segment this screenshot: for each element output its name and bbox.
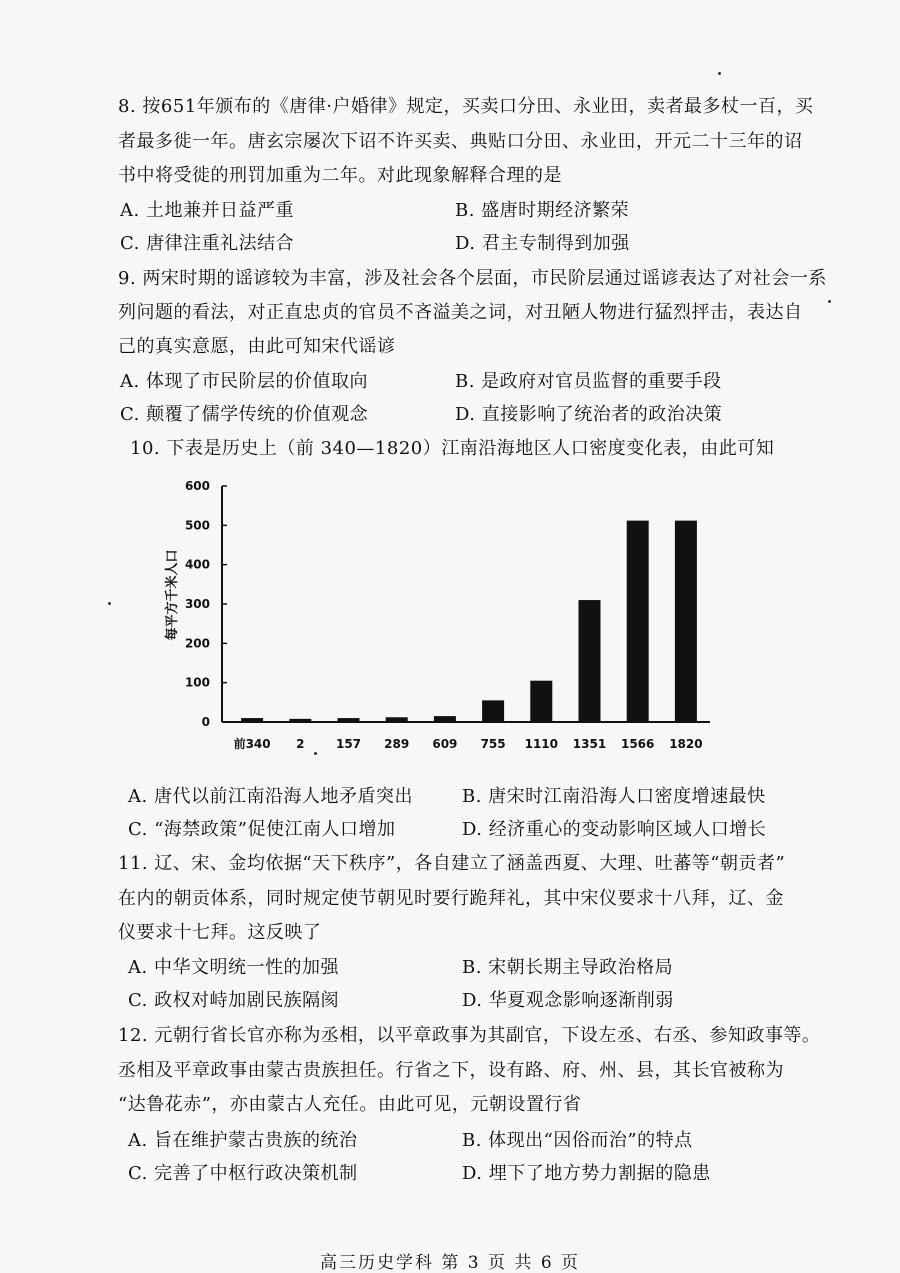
q12-option-a: A. 旨在维护蒙古贵族的统治 <box>128 1130 358 1151</box>
q9-option-a: A. 体现了市民阶层的价值取向 <box>120 371 368 392</box>
q11-line-1: 11. 辽、宋、金均依据“天下秩序”，各自建立了涵盖西夏、大理、吐蕃等“朝贡者” <box>118 853 786 874</box>
population-density-chart <box>150 470 730 770</box>
q8-option-b: B. 盛唐时期经济繁荣 <box>455 200 630 221</box>
q8-line-1: 8. 按651年颁布的《唐律·户婚律》规定，买卖口分田、永业田，卖者最多杖一百，买 <box>118 96 814 117</box>
bar <box>241 718 263 722</box>
y-tick-label: 400 <box>184 557 210 572</box>
q9-option-d: D. 直接影响了统治者的政治决策 <box>455 404 723 425</box>
x-tick-label: 1351 <box>572 737 607 751</box>
q8-line-3: 书中将受徙的刑罚加重为二年。对此现象解释合理的是 <box>118 165 562 186</box>
x-tick-label: 1820 <box>669 737 703 751</box>
q12-option-b: B. 体现出“因俗而治”的特点 <box>462 1130 693 1151</box>
page-footer: 高三历史学科 第 3 页 共 6 页 <box>320 1253 581 1273</box>
q12-line-1: 12. 元朝行省长官亦称为丞相，以平章政事为其副官，下设左丞、右丞、参知政事等。 <box>118 1025 821 1046</box>
x-tick-label: 前340 <box>233 737 271 751</box>
q10-option-c: C. “海禁政策”促使江南人口增加 <box>128 819 396 840</box>
q9-line-3: 己的真实意愿，由此可知宋代谣谚 <box>118 336 396 357</box>
bar <box>338 718 360 722</box>
q8-option-a: A. 土地兼并日益严重 <box>120 200 294 221</box>
q8-line-2: 者最多徙一年。唐玄宗屡次下诏不许买卖、典贴口分田、永业田，开元二十三年的诏 <box>118 131 803 152</box>
q9-option-b: B. 是政府对官员监督的重要手段 <box>455 371 722 392</box>
x-tick-label: 755 <box>480 737 506 751</box>
bar <box>434 716 456 722</box>
x-tick-label: 2 <box>296 737 305 751</box>
q11-line-2: 在内的朝贡体系，同时规定使节朝见时要行跪拜礼，其中宋仪要求十八拜，辽、金 <box>118 888 784 909</box>
y-tick-label: 0 <box>201 715 210 729</box>
bar <box>530 681 552 722</box>
q10-option-b: B. 唐宋时江南沿海人口密度增速最快 <box>462 786 766 807</box>
scan-speck <box>718 72 721 75</box>
y-tick-label: 200 <box>184 636 210 651</box>
bar <box>289 719 311 722</box>
q12-line-3: “达鲁花赤”，亦由蒙古人充任。由此可见，元朝设置行省 <box>118 1094 582 1115</box>
q9-line-2: 列问题的看法，对正直忠贞的官员不吝溢美之词，对丑陋人物进行猛烈抨击，表达自 <box>118 302 803 323</box>
q10-option-a: A. 唐代以前江南沿海人地矛盾突出 <box>128 786 413 807</box>
bar <box>386 717 408 722</box>
y-tick-label: 100 <box>184 675 210 690</box>
q10-line-1: 10. 下表是历史上（前 340—1820）江南沿海地区人口密度变化表，由此可知 <box>130 438 775 459</box>
q8-option-c: C. 唐律注重礼法结合 <box>120 233 295 254</box>
bar <box>579 600 601 722</box>
q12-line-2: 丞相及平章政事由蒙古贵族担任。行省之下，设有路、府、州、县，其长官被称为 <box>118 1060 784 1081</box>
q9-line-1: 9. 两宋时期的谣谚较为丰富，涉及社会各个层面，市民阶层通过谣谚表达了对社会一系 <box>118 268 827 289</box>
x-tick-label: 157 <box>335 737 362 751</box>
y-tick-label: 600 <box>184 479 210 493</box>
y-tick-label: 300 <box>184 597 210 611</box>
q11-option-b: B. 宋朝长期主导政治格局 <box>462 957 674 978</box>
y-tick-label: 500 <box>184 518 210 533</box>
x-tick-label: 609 <box>432 737 458 751</box>
bar <box>627 521 649 722</box>
scan-speck <box>314 752 317 755</box>
q10-option-d: D. 经济重心的变动影响区域人口增长 <box>462 819 767 840</box>
q12-option-c: C. 完善了中枢行政决策机制 <box>128 1163 358 1184</box>
q11-option-a: A. 中华文明统一性的加强 <box>128 957 339 978</box>
bar <box>482 700 504 722</box>
scan-speck <box>108 602 111 605</box>
y-axis-label: 每平方千米人口 <box>165 549 180 641</box>
x-tick-label: 1110 <box>524 737 559 751</box>
q11-line-3: 仪要求十七拜。这反映了 <box>118 922 322 943</box>
q11-option-c: C. 政权对峙加剧民族隔阂 <box>128 990 340 1011</box>
q8-option-d: D. 君主专制得到加强 <box>455 233 630 254</box>
x-tick-label: 1566 <box>620 737 655 751</box>
q11-option-d: D. 华夏观念影响逐渐削弱 <box>462 990 674 1011</box>
scan-speck <box>828 300 831 303</box>
bar-chart-svg <box>150 470 730 770</box>
q9-option-c: C. 颠覆了儒学传统的价值观念 <box>120 404 369 425</box>
x-tick-label: 289 <box>384 737 410 751</box>
q12-option-d: D. 埋下了地方势力割据的隐患 <box>462 1163 711 1184</box>
bar <box>675 521 697 722</box>
